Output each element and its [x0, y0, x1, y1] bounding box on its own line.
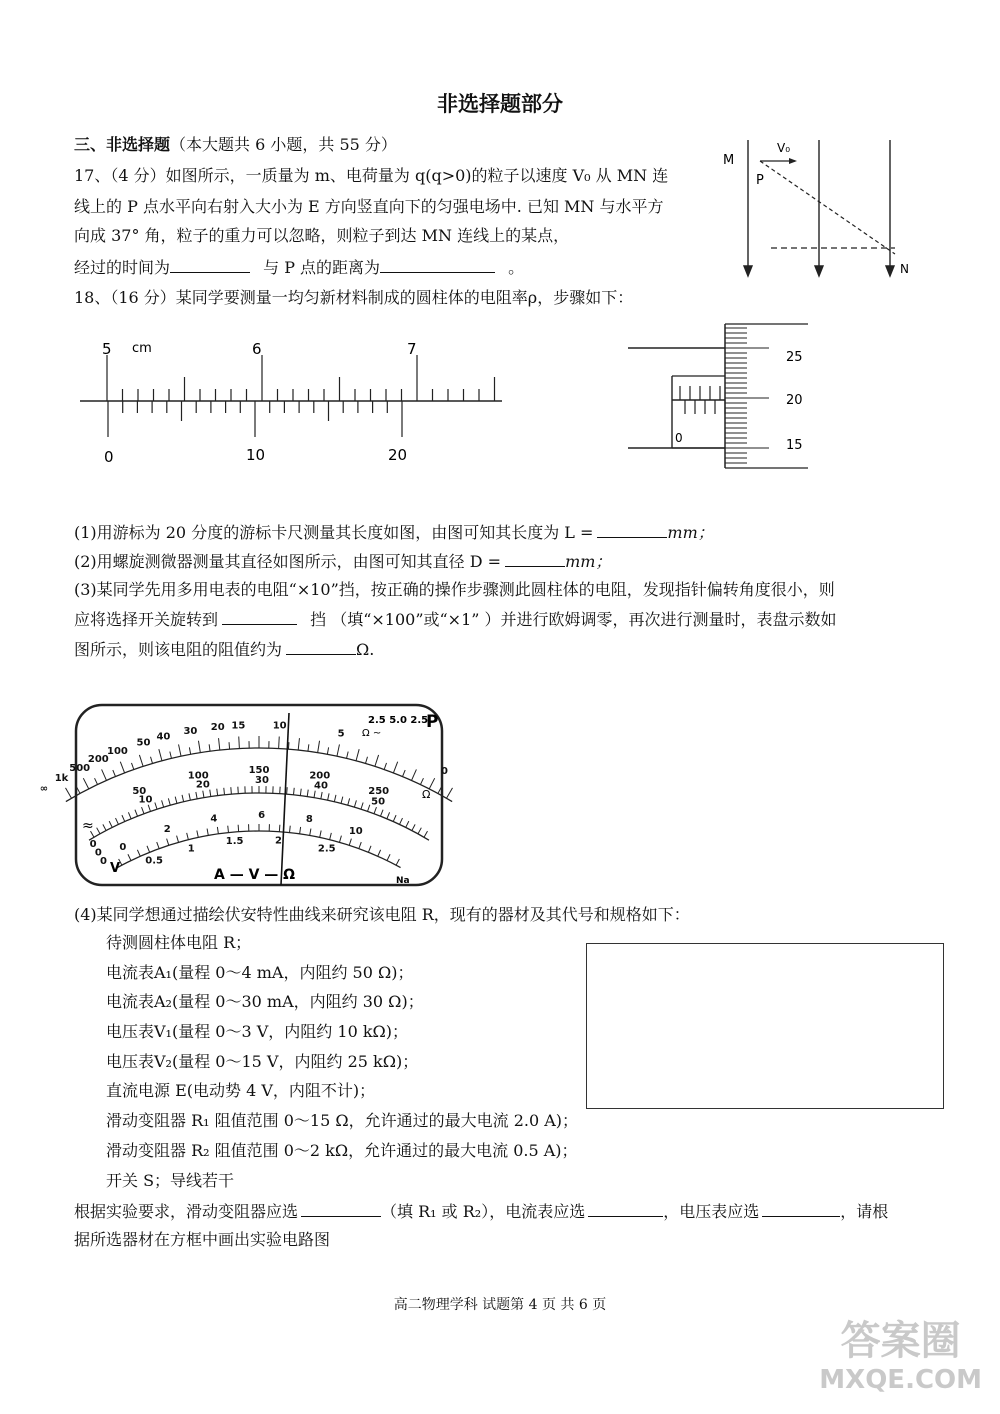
- dial-low-label: 2: [163, 824, 171, 836]
- q18-part3-line3: [74, 638, 374, 661]
- q18-final-line2: 据所选器材在方框中画出实验电路图: [74, 1230, 331, 1249]
- q18-part1-text: (1)用游标为 20 分度的游标卡尺测量其长度如图，由图可知其长度为 L =: [74, 523, 594, 542]
- ammeter-label: （填 R₁ 或 R₂），电流表应选: [381, 1202, 586, 1221]
- q18-part3-switch-label: 应将选择开关旋转到: [74, 610, 219, 629]
- dial-low-label: 0: [119, 842, 127, 854]
- voltmeter-blank[interactable]: [762, 1200, 840, 1217]
- dial-ac-label: 2: [275, 835, 283, 847]
- vernier-caliper: [70, 330, 510, 470]
- dial-low-label: 10: [348, 825, 363, 837]
- dial-ohm-tick: [279, 737, 280, 749]
- dial-ohm-label: 100: [107, 746, 128, 758]
- dial-zero-label: 0: [94, 847, 102, 859]
- meter-ohm-symbol: Ω: [422, 788, 431, 801]
- dial-ohm-tick: [66, 788, 72, 798]
- dial-dc-label: 150: [248, 765, 270, 776]
- q18-part2: [74, 550, 611, 573]
- length-blank[interactable]: [597, 521, 667, 538]
- dial-ohm-label: 15: [231, 720, 246, 732]
- equipment-list: [106, 932, 578, 1199]
- equipment-item: 电压表V₂(量程 0～15 V，内阻约 25 kΩ)；: [106, 1051, 419, 1071]
- field-diagram: [715, 136, 925, 284]
- q17-line4: [74, 256, 524, 279]
- q17-line3: 向成 37° 角，粒子的重力可以忽略，则粒子到达 MN 连线上的某点，: [74, 226, 570, 245]
- dial-ohm-tick: [288, 742, 289, 749]
- dial-low-label: 8: [305, 814, 313, 826]
- dial-ac-label: 0.5: [145, 855, 163, 867]
- q18-final-tail: ，请根: [840, 1202, 889, 1221]
- resistance-blank[interactable]: [286, 638, 356, 655]
- dial-dc-label: 50: [132, 786, 147, 798]
- watermark-line1: 答案圈: [840, 1318, 961, 1364]
- rheostat-label: 根据实验要求，滑动变阻器应选: [74, 1202, 299, 1221]
- meter-na: Na: [396, 876, 410, 886]
- equipment-item: 滑动变阻器 R₁ 阻值范围 0～15 Ω，允许通过的最大电流 2.0 A)；: [106, 1111, 579, 1131]
- micrometer: [620, 320, 820, 470]
- micrometer-zero: 0: [675, 431, 683, 445]
- label-v0: V₀: [777, 141, 791, 155]
- watermark-line2: MXQE.COM: [819, 1365, 982, 1395]
- diameter-blank[interactable]: [505, 550, 565, 567]
- dial-ohm-label: 30: [183, 726, 198, 738]
- dial-dc2-label: 50: [371, 796, 386, 808]
- q18-part3-line2: [74, 608, 837, 631]
- dial-ohm-label: 200: [87, 754, 109, 766]
- equipment-item: 电流表A₂(量程 0～30 mA，内阻约 30 Ω)；: [106, 992, 424, 1012]
- equipment-item: 电流表A₁(量程 0～4 mA，内阻约 50 Ω)；: [106, 962, 414, 982]
- voltmeter-label: ，电压表应选: [663, 1202, 760, 1221]
- meter-center-label: A — V — Ω: [214, 867, 296, 883]
- q17-distance-blank[interactable]: [380, 256, 495, 273]
- dial-ohm-tick: [447, 788, 453, 798]
- label-p: P: [756, 173, 764, 188]
- q18-part3-line1: (3)某同学先用多用电表的电阻“×10”挡，按正确的操作步骤测此圆柱体的电阻，发现指针偏转角度很小，则: [74, 580, 835, 599]
- dial-zero-label: 0: [89, 838, 97, 850]
- dial-ohm-label: 20: [210, 722, 225, 734]
- dial-ac-label: 1: [187, 843, 195, 855]
- meter-top-right: 2.5 5.0 2.5: [368, 715, 429, 726]
- q18-part3-switch-rest: 挡 （填“×100”或“×1” ）并进行欧姆调零，再次进行测量时，表盘示数如: [310, 610, 837, 629]
- caliper-vernier-label-0: 0: [104, 448, 114, 466]
- dial-ohm-label: ∞: [39, 783, 49, 795]
- q18-part4: (4)某同学想通过描绘伏安特性曲线来研究该电阻 R，现有的器材及其代号和规格如下：: [74, 905, 690, 924]
- q18-part1: [74, 521, 714, 544]
- dial-dc2-label: 20: [195, 779, 210, 791]
- micrometer-label-20: 20: [786, 393, 803, 408]
- dial-dc-label: 100: [187, 770, 209, 782]
- q18-part2-text: (2)用螺旋测微器测量其直径如图所示，由图可知其直径 D =: [74, 552, 502, 571]
- q17-time-blank[interactable]: [170, 256, 250, 273]
- dial-dc2-label: 10: [138, 794, 153, 806]
- meter-corner-ac: ≈: [82, 818, 94, 834]
- q18-part3-resistance-label: 图所示，则该电阻的阻值约为: [74, 640, 283, 659]
- label-n: N: [900, 262, 909, 276]
- caliper-vernier-label-10: 10: [246, 446, 266, 464]
- equipment-item: 直流电源 E(电动势 4 V，内阻不计)；: [106, 1081, 376, 1101]
- dial-zero-label: 0: [99, 856, 107, 868]
- ammeter-blank[interactable]: [588, 1200, 663, 1217]
- q18-part3-ohm: Ω.: [356, 640, 375, 659]
- page-footer: 高二物理学科 试题第 4 页 共 6 页: [393, 1297, 607, 1313]
- q17-line1: 17、（4 分）如图所示，一质量为 m、电荷量为 q(q>0)的粒子以速度 V₀ 从 MN 连: [74, 166, 669, 185]
- dial-dc-tick: [287, 787, 288, 794]
- dial-ohm-label: 40: [156, 731, 171, 743]
- caliper-main-label-6: 6: [252, 340, 262, 358]
- mn-line: [760, 161, 895, 254]
- equipment-item: 电压表V₁(量程 0～3 V，内阻约 10 kΩ)；: [106, 1022, 409, 1042]
- dial-dc-label: 250: [368, 786, 390, 798]
- dial-ohm-tick: [239, 737, 240, 749]
- q17-time-label: 经过的时间为: [74, 258, 171, 277]
- q17-line2: 线上的 P 点水平向右射入大小为 E 方向竖直向下的匀强电场中. 已知 MN 与水平方: [74, 197, 664, 216]
- caliper-main-label-5: 5: [102, 340, 112, 358]
- multimeter-dial: [39, 703, 448, 887]
- watermark: [819, 1318, 982, 1396]
- micrometer-label-25: 25: [786, 350, 803, 365]
- dial-ohm-label: 0: [440, 766, 448, 778]
- dial-ohm-label: 10: [272, 720, 287, 732]
- dial-low-label: 4: [210, 813, 218, 825]
- dial-low-label: 6: [258, 810, 266, 822]
- caliper-vernier-label-20: 20: [388, 446, 408, 464]
- dial-dc2-label: 40: [313, 780, 328, 792]
- dial-ohm-label: 500: [69, 763, 91, 775]
- rheostat-blank[interactable]: [301, 1200, 381, 1217]
- section-heading: [74, 134, 397, 156]
- dial-dc-tick: [231, 787, 232, 794]
- page-title: 非选择题部分: [437, 92, 563, 116]
- dial-ohm-tick: [229, 742, 230, 749]
- dial-ohm-label: 1k: [54, 772, 69, 784]
- dial-ohm-label: 50: [136, 737, 151, 749]
- circuit-drawing-box[interactable]: [586, 943, 944, 1109]
- caliper-main-label-7: 7: [407, 340, 417, 358]
- meter-corner-v: V: [110, 861, 121, 876]
- dial-dc2-label: 30: [255, 775, 269, 787]
- dial-ohm-label: 5: [337, 728, 345, 740]
- equipment-item: 滑动变阻器 R₂ 阻值范围 0～2 kΩ，允许通过的最大电流 0.5 A)；: [106, 1140, 578, 1160]
- q18-part1-unit: mm；: [667, 523, 714, 542]
- q17-end-mark: 。: [508, 258, 525, 277]
- q18-part2-unit: mm；: [565, 552, 612, 571]
- meter-brand: P: [426, 712, 439, 732]
- q17-distance-label: 与 P 点的距离为: [263, 258, 381, 277]
- q18-final-line1: [74, 1200, 888, 1223]
- equipment-item: 待测圆柱体电阻 R；: [106, 933, 252, 952]
- dial-ac-label: 2.5: [317, 843, 336, 855]
- dial-dc-label: 200: [309, 770, 331, 782]
- caliper-unit: cm: [132, 341, 152, 356]
- q18-intro: 18、（16 分）某同学要测量一均匀新材料制成的圆柱体的电阻率ρ，步骤如下：: [74, 288, 634, 307]
- section-label: 三、非选择题: [74, 135, 171, 154]
- equipment-item: 开关 S；导线若干: [106, 1170, 235, 1190]
- switch-blank[interactable]: [222, 608, 297, 625]
- dial-ac-label: 1.5: [225, 836, 244, 848]
- meter-top-right-sym: Ω ~: [362, 728, 382, 739]
- label-m: M: [723, 153, 735, 168]
- micrometer-label-15: 15: [786, 438, 803, 453]
- section-note: （本大题共 6 小题，共 55 分）: [170, 135, 397, 154]
